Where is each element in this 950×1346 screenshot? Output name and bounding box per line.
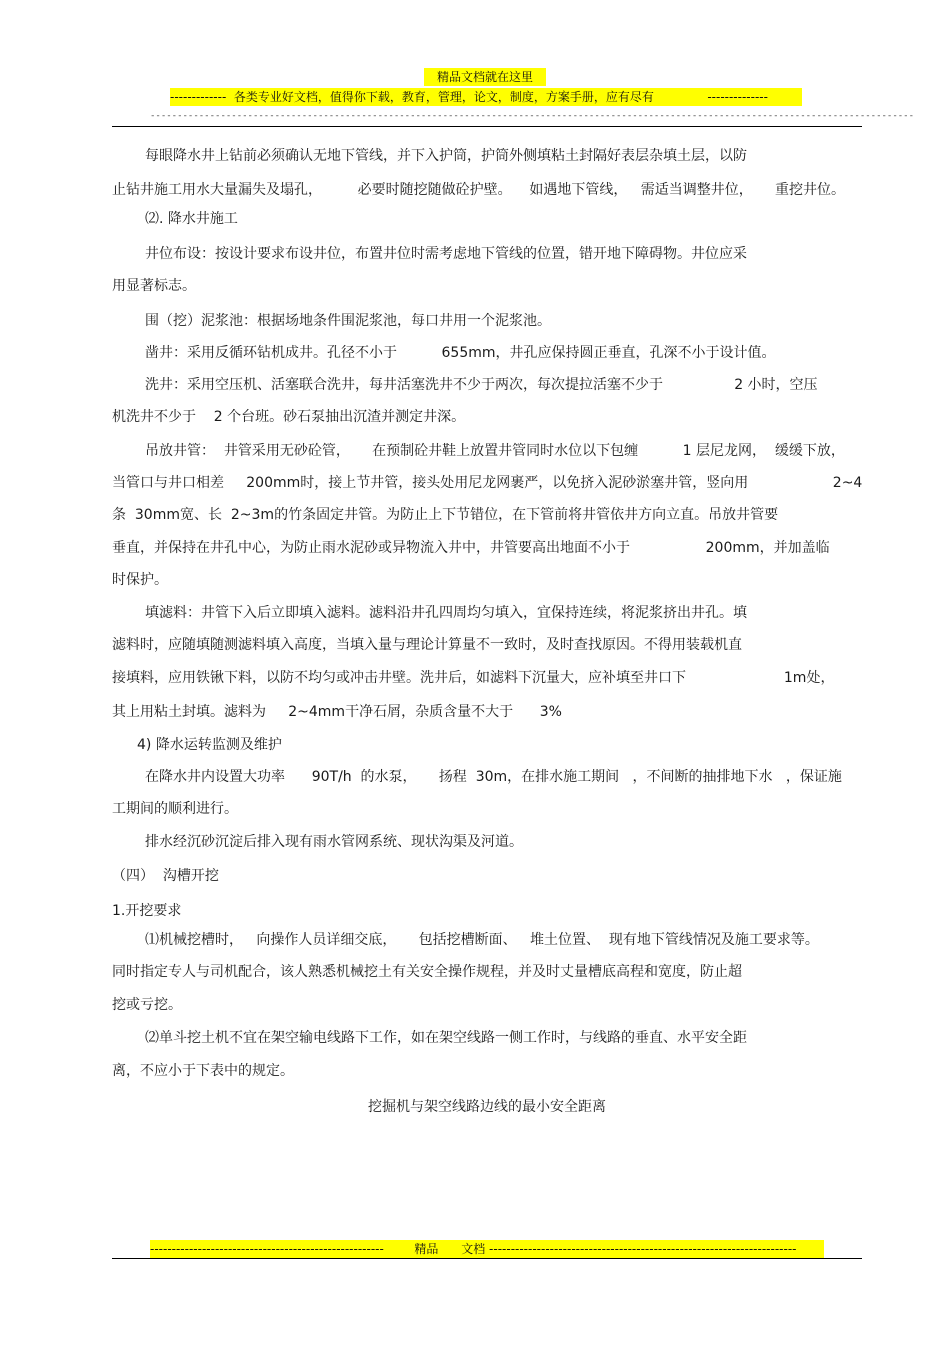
header-title: 精品文档就在这里 xyxy=(424,68,546,86)
body-line: 时保护。 xyxy=(112,572,168,588)
header-tagline: ------------- 各类专业好文档，值得你下载，教育，管理，论文，制度，方案手册，应有尽有 -------------- xyxy=(170,88,802,106)
body-line: 工期间的顺利进行。 xyxy=(112,801,238,817)
body-line: 同时指定专人与司机配合，该人熟悉机械挖土有关安全操作规程，并及时丈量槽底高程和宽度，防止超 xyxy=(112,964,742,980)
body-line: 用显著标志。 xyxy=(112,278,196,294)
body-line: 吊放井管： 井管采用无砂砼管， 在预制砼井鞋上放置井管同时水位以下包缠 1 层尼龙网， 缓缓下放， xyxy=(145,443,845,459)
section-heading: 1.开挖要求 xyxy=(112,903,182,919)
body-line: 滤料时，应随填随测滤料填入高度，当填入量与理论计算量不一致时，及时查找原因。不得用装载机直 xyxy=(112,637,742,653)
header-rule xyxy=(112,126,862,127)
section-heading: 4) 降水运转监测及维护 xyxy=(137,737,282,753)
body-line: 在降水井内设置大功率 90T/h 的水泵， 扬程 30m，在排水施工期间 ，不间断的抽排地下水 ，保证施 xyxy=(145,769,842,785)
body-line: 挖或亏挖。 xyxy=(112,997,182,1013)
header-dash-line: --------------------------------------------------------------------------------------------------------------------------------------------- xyxy=(150,111,915,121)
table-caption: 挖掘机与架空线路边线的最小安全距离 xyxy=(368,1099,606,1115)
body-line: 填滤料：井管下入后立即填入滤料。滤料沿井孔四周均匀填入，宜保持连续，将泥浆挤出井孔。填 xyxy=(145,605,747,621)
body-line: 其上用粘土封填。滤料为 2~4mm干净石屑，杂质含量不大于 3% xyxy=(112,704,562,720)
body-line: ⑴机械挖槽时， 向操作人员详细交底， 包括挖槽断面、 堆土位置、 现有地下管线情况及施工要求等。 xyxy=(145,932,819,948)
body-line: 井位布设：按设计要求布设井位，布置井位时需考虑地下管线的位置，错开地下障碍物。井位应采 xyxy=(145,246,747,262)
body-line: ⑵单斗挖土机不宜在架空输电线路下工作，如在架空线路一侧工作时，与线路的垂直、水平安全距 xyxy=(145,1030,747,1046)
body-line: 凿井：采用反循环钻机成井。孔径不小于 655mm，井孔应保持圆正垂直，孔深不小于设计值。 xyxy=(145,345,776,361)
body-line: 接填料，应用铁锹下料，以防不均匀或冲击井壁。洗井后，如滤料下沉量大，应补填至井口下 1m处， xyxy=(112,670,835,686)
body-line: 机洗井不少于 2 个台班。砂石泵抽出沉渣并测定井深。 xyxy=(112,409,466,425)
body-line: 条 30mm宽、长 2~3m的竹条固定井管。为防止上下节错位，在下管前将井管依井方向立直。吊放井管要 xyxy=(112,507,779,523)
body-line: ⑵. 降水井施工 xyxy=(145,211,238,227)
body-line: 洗井：采用空压机、活塞联合洗井，每井活塞洗井不少于两次，每次提拉活塞不少于 2 小时，空压 xyxy=(145,377,818,393)
footer-text: ------------------------------------------------------ 精品 文档 ----------------------------------------------------------------------- xyxy=(150,1240,824,1258)
body-line: 围（挖）泥浆池：根据场地条件围泥浆池，每口井用一个泥浆池。 xyxy=(145,313,551,329)
footer-rule xyxy=(112,1258,862,1259)
body-line: 离，不应小于下表中的规定。 xyxy=(112,1063,294,1079)
body-line: 垂直，并保持在井孔中心，为防止雨水泥砂或异物流入井中，井管要高出地面不小于 200mm，并加盖临 xyxy=(112,540,830,556)
body-line: 每眼降水井上钻前必须确认无地下管线，并下入护筒，护筒外侧填粘土封隔好表层杂填土层，以防 xyxy=(145,148,747,164)
body-line: 当管口与井口相差 200mm时，接上节井管，接头处用尼龙网裹严，以免挤入泥砂淤塞井管，竖向用 2~4 xyxy=(112,475,863,491)
body-line: 排水经沉砂沉淀后排入现有雨水管网系统、现状沟渠及河道。 xyxy=(145,834,523,850)
body-line: 止钻井施工用水大量漏失及塌孔， 必要时随挖随做砼护壁。 如遇地下管线， 需适当调整井位， 重挖井位。 xyxy=(112,182,846,198)
section-heading: （四） 沟槽开挖 xyxy=(112,868,219,884)
